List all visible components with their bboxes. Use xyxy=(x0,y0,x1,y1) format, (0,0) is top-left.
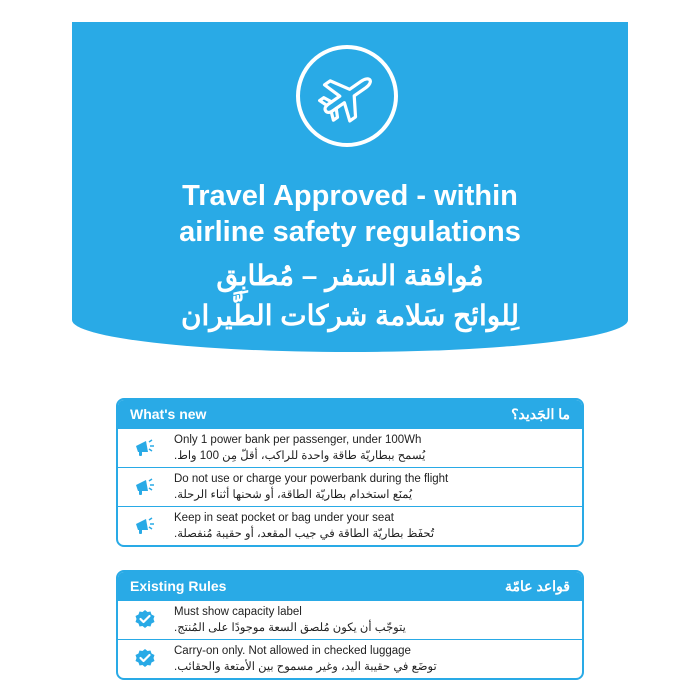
item-text-en: Only 1 power bank per passenger, under 100Wh xyxy=(174,434,422,446)
hero-title-en xyxy=(72,178,628,250)
airplane-icon xyxy=(315,64,379,128)
list-item xyxy=(118,506,582,545)
item-text-en: Keep in seat pocket or bag under your seat xyxy=(174,512,394,524)
megaphone-icon xyxy=(132,435,158,461)
item-text-ar: توضَع في حقيبة اليد، وغير مسموح بين الأمتعة والحقائب. xyxy=(174,661,437,673)
existing-rules-header xyxy=(118,572,582,600)
item-text-en: Must show capacity label xyxy=(174,606,302,618)
check-badge-icon xyxy=(132,646,158,672)
existing-rules-title-en: Existing Rules xyxy=(130,578,227,594)
whats-new-panel xyxy=(116,398,584,547)
existing-rules-title-ar: قواعد عامّة xyxy=(504,577,570,594)
item-text-ar: يُمنَع استخدام بطاريّة الطاقة، أو شحنها أثناء الرحلة. xyxy=(174,489,413,501)
hero-title-en-line1: Travel Approved - within xyxy=(182,180,518,212)
megaphone-icon xyxy=(132,513,158,539)
megaphone-icon xyxy=(132,474,158,500)
list-item xyxy=(118,467,582,506)
list-item xyxy=(118,428,582,467)
item-text-en: Carry-on only. Not allowed in checked luggage xyxy=(174,645,411,657)
item-text-ar: تُحفَظ بطاريّة الطاقة في جيب المقعد، أو حقيبة مُنفصلة. xyxy=(174,528,435,540)
whats-new-header xyxy=(118,400,582,428)
hero-title-ar-line1: مُوافقة السَفر – مُطابِق xyxy=(216,260,484,291)
airplane-icon-circle xyxy=(296,45,398,147)
item-text-ar: يتوجّب أن يكون مُلصق السعة موجودًا على المُنتج. xyxy=(174,622,406,634)
hero-title-ar-line2: لِلوائح سَلامة شركات الطَّيران xyxy=(180,300,520,331)
whats-new-title-en: What's new xyxy=(130,406,207,422)
list-item xyxy=(118,639,582,678)
hero-title-ar xyxy=(72,256,628,336)
hero-title-en-line2: airline safety regulations xyxy=(179,216,521,248)
whats-new-title-ar: ما الجَديد؟ xyxy=(511,405,570,422)
item-text-ar: يُسمح ببطاريّة طاقة واحدة للراكب، أقلّ مِن 100 واط. xyxy=(174,450,426,462)
check-badge-icon xyxy=(132,607,158,633)
existing-rules-panel xyxy=(116,570,584,680)
item-text-en: Do not use or charge your powerbank during the flight xyxy=(174,473,449,485)
list-item xyxy=(118,600,582,639)
